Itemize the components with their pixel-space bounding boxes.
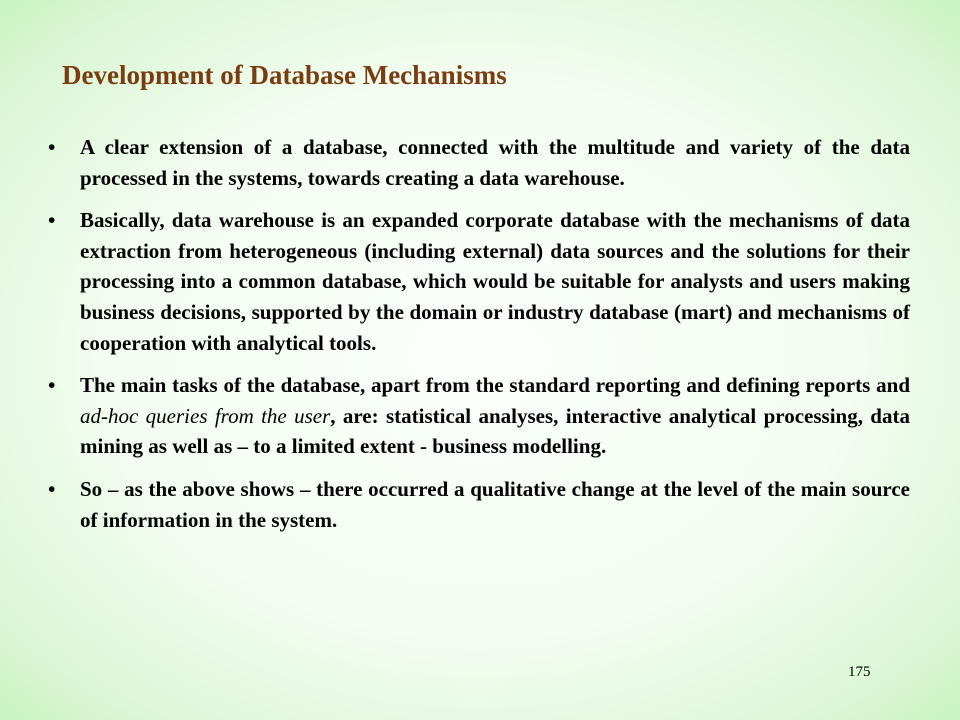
bullet-marker: • [48, 373, 56, 398]
bullet-text-segment: , are: statistical analyses, interactive analytical processing, data mining as well as – to a limited extent - business modelling. [80, 403, 910, 459]
bullet-text-italic: ad-hoc queries from the user [80, 403, 331, 428]
bullet-marker: • [48, 208, 56, 233]
bullet-item [48, 205, 910, 358]
bullet-item [48, 132, 910, 193]
bullet-marker: • [48, 135, 56, 159]
slide-title: Development of Database Mechanisms [62, 60, 507, 90]
bullet-list [48, 132, 910, 547]
bullet-item [48, 370, 910, 462]
bullet-text-segment: Basically, data warehouse is an expanded corporate database with the mechanisms of data extraction from heterogeneous (including external) data sources and the solutions for their processing into a common database, which would be suitable for analysts and users making business decisions, supported by the domain or industry database (mart) and mechanisms of cooperation with analytical tools. [80, 208, 910, 355]
bullet-text [80, 208, 910, 354]
bullet-text-segment: The main tasks of the database, apart from the standard reporting and defining reports and [80, 373, 910, 398]
bullet-text [80, 135, 910, 190]
bullet-item [48, 474, 910, 535]
bullet-text [80, 477, 910, 532]
bullet-text-segment: So – as the above shows – there occurred a qualitative change at the level of the main source of information in the system. [80, 476, 910, 532]
bullet-text-segment: A clear extension of a database, connected with the multitude and variety of the data processed in the systems, towards creating a data warehouse. [80, 135, 910, 190]
page-number: 175 [848, 664, 871, 680]
bullet-marker: • [48, 476, 56, 501]
bullet-text [80, 373, 910, 458]
